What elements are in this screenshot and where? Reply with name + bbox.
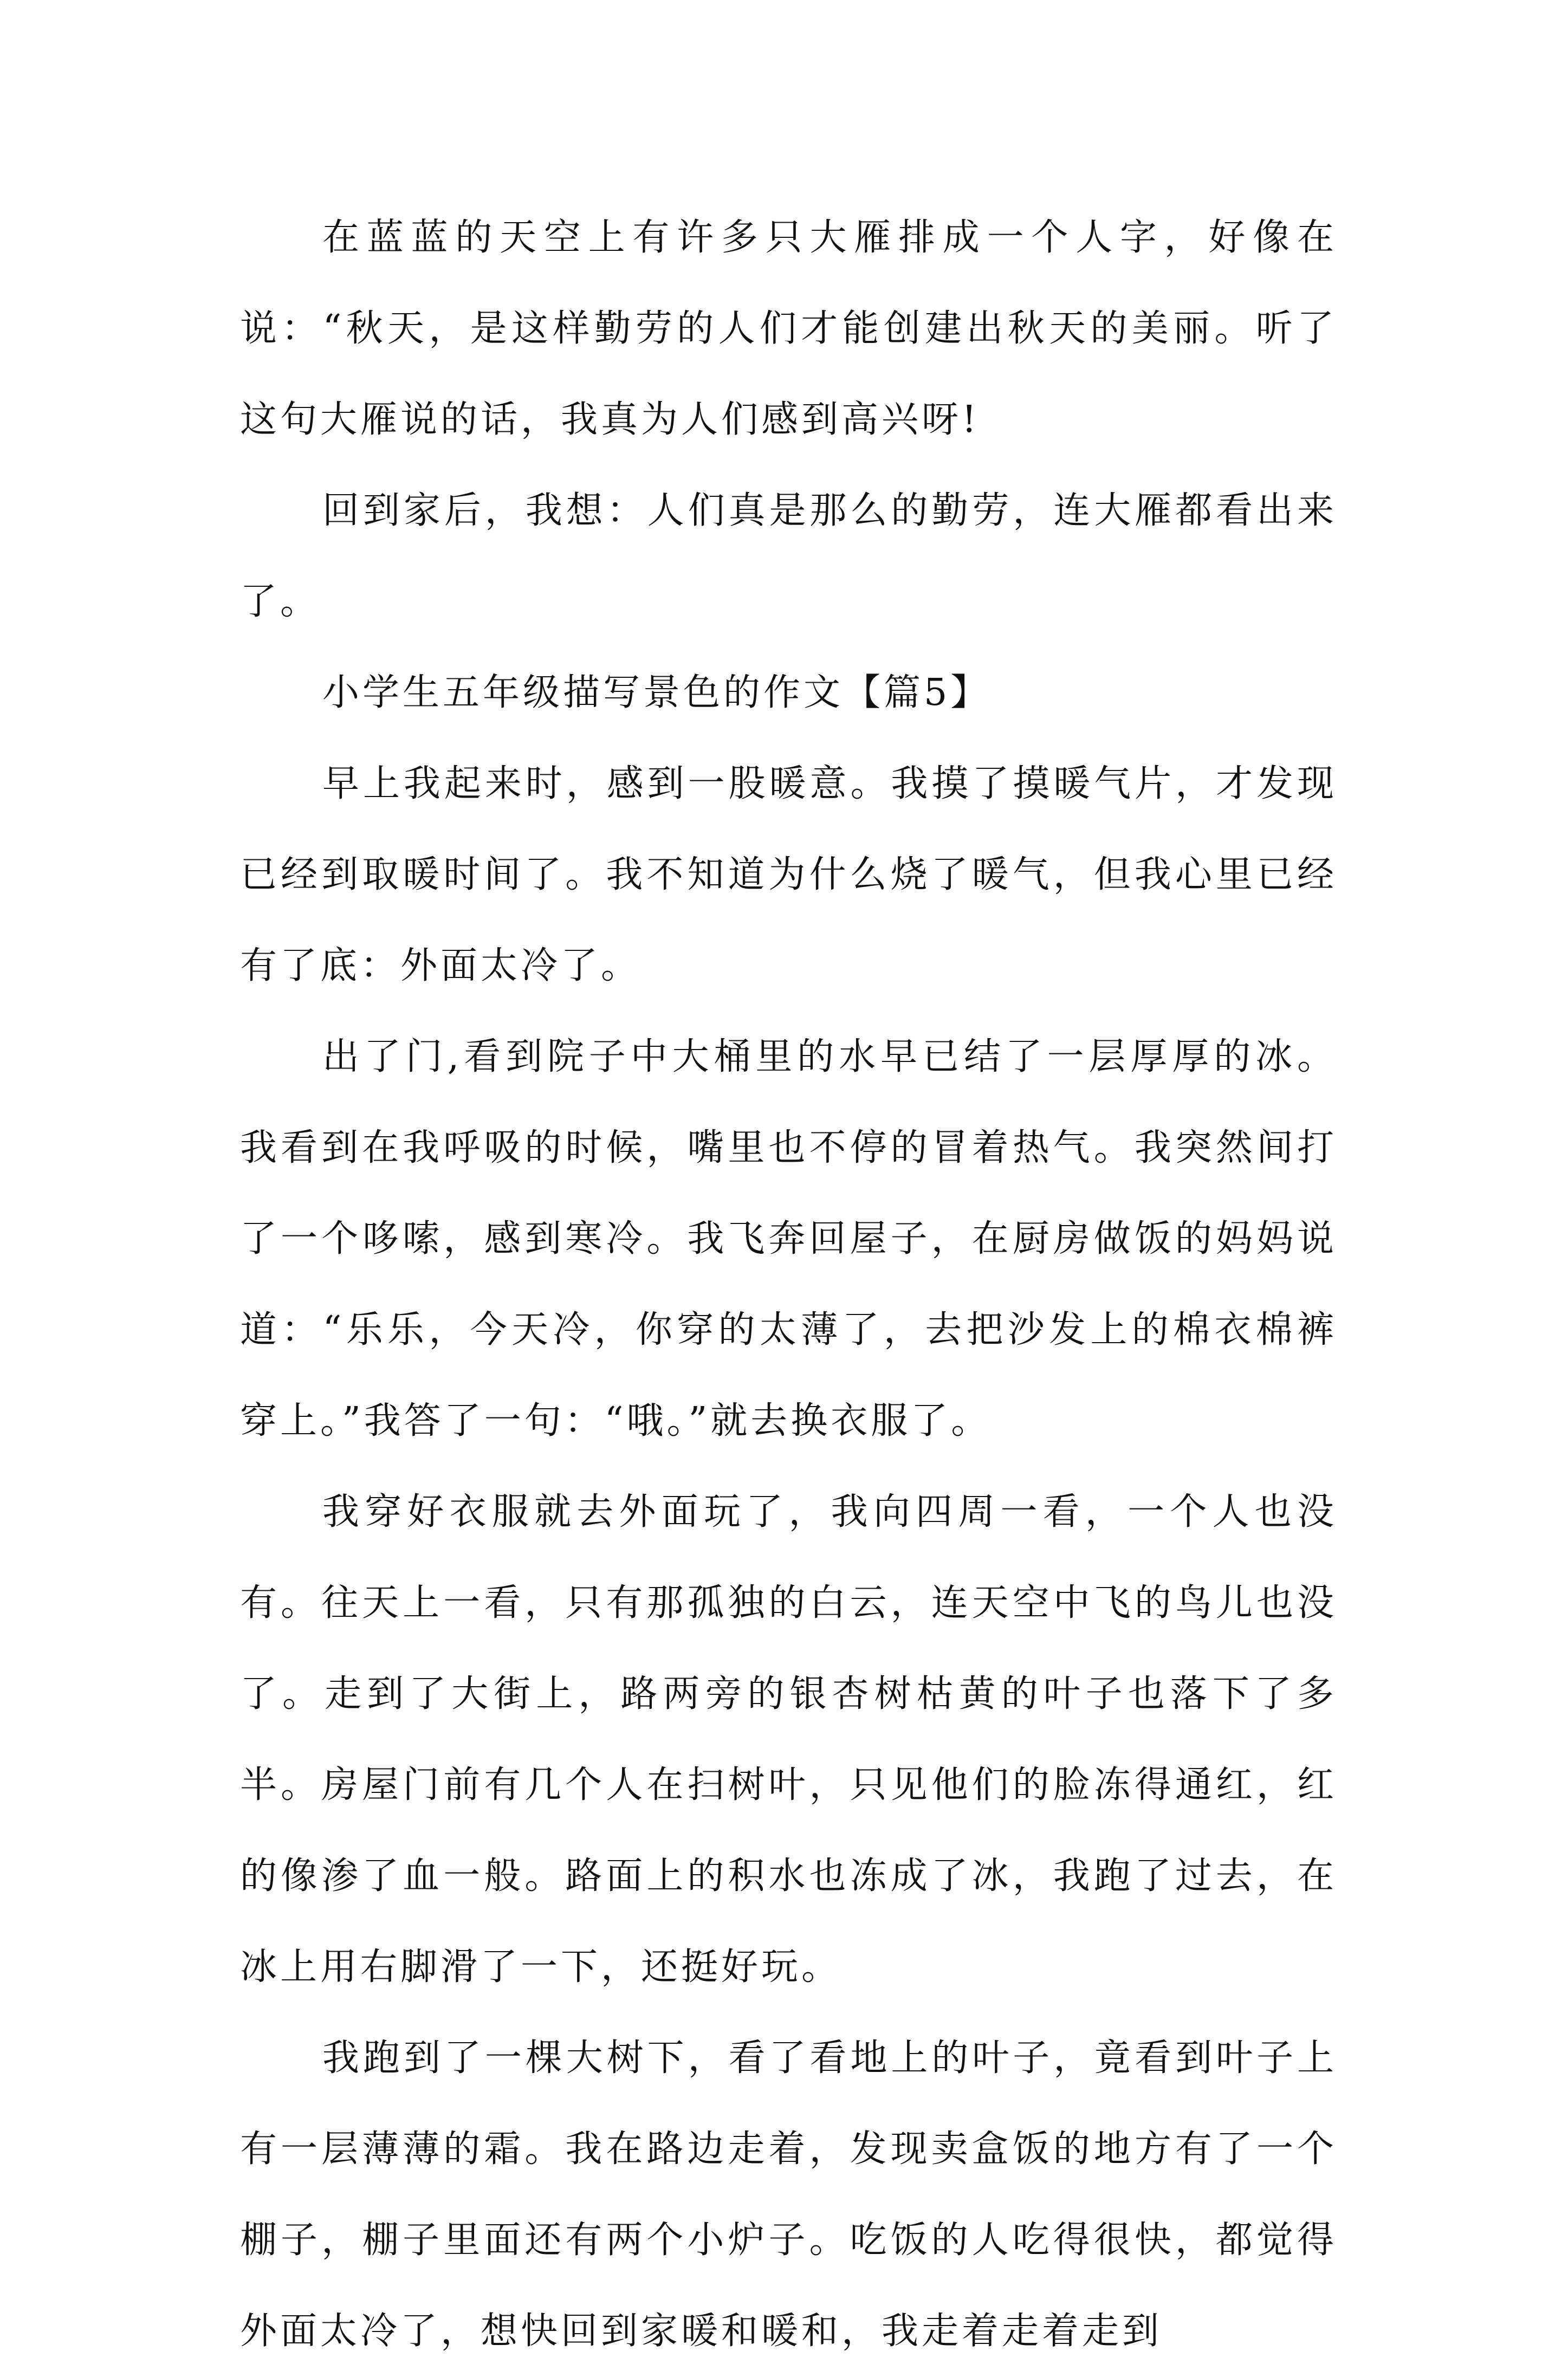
paragraph-street: 我穿好衣服就去外面玩了，我向四周一看，一个人也没有。往天上一看，只有那孤独的白云，连天空中飞的鸟儿也没了。走到了大街上，路两旁的银杏树枯黄的叶子也落下了多半。房屋门前有几个人在扫树叶，只见他们的脸冻得通红，红的像渗了血一般。路面上的积水也冻成了冰，我跑了过去，在冰上用右脚滑了一下，还挺好玩。 bbox=[240, 1491, 1337, 1989]
paragraph-geese: 在蓝蓝的天空上有许多只大雁排成一个人字，好像在说：“秋天，是这样勤劳的人们才能创建出秋天的美丽。听了这句大雁说的话，我真为人们感到高兴呀! bbox=[240, 216, 1337, 441]
document-body bbox=[240, 192, 1337, 2377]
paragraph-tree: 我跑到了一棵大树下，看了看地上的叶子，竟看到叶子上有一层薄薄的霜。我在路边走着，发现卖盒饭的地方有了一个棚子，棚子里面还有两个小炉子。吃饭的人吃得很快，都觉得外面太冷了，想快回到家暖和暖和，我走着走着走到 bbox=[240, 2037, 1337, 2353]
paragraph-home: 回到家后，我想：人们真是那么的勤劳，连大雁都看出来了。 bbox=[240, 489, 1337, 623]
section-heading: 小学生五年级描写景色的作文【篇5】 bbox=[322, 671, 991, 714]
paragraph-morning: 早上我起来时，感到一股暖意。我摸了摸暖气片，才发现已经到取暖时间了。我不知道为什么烧了暖气，但我心里已经有了底：外面太冷了。 bbox=[240, 762, 1337, 987]
paragraph-outside: 出了门,看到院子中大桶里的水早已结了一层厚厚的冰。我看到在我呼吸的时候，嘴里也不停的冒着热气。我突然间打了一个哆嗦，感到寒冷。我飞奔回屋子，在厨房做饭的妈妈说道：“乐乐，今天冷，你穿的太薄了，去把沙发上的棉衣棉裤穿上。”我答了一句：“哦。”就去换衣服了。 bbox=[240, 1035, 1337, 1442]
